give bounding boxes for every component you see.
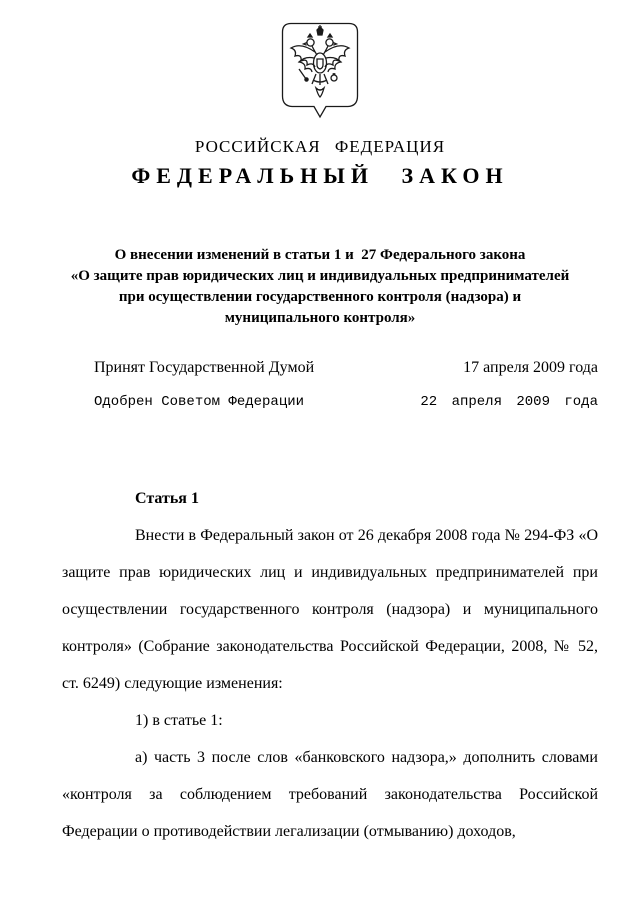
country-heading: РОССИЙСКАЯ ФЕДЕРАЦИЯ (194, 137, 446, 156)
law-title-line: «О защите прав юридических лиц и индивидуальных предпринимателей (70, 268, 570, 284)
law-title-line: при осуществлении государственного контроля (надзора) и (118, 289, 522, 305)
russia-coat-of-arms-icon (281, 22, 359, 119)
article-1-heading: Статья 1 (135, 490, 199, 507)
paragraph-amendment-intro: Внести в Федеральный закон от 26 декабря 2008 года № 294-ФЗ «О защите прав юридических лиц и индивидуальных предпринимателей при осуществлении государственного контроля (надзора) и муниципального контроля» (Собрание законодательства Российской Федерации, 2008, № 52, ст. 6249) следующие изменения: (62, 527, 598, 692)
adoption-row-duma (62, 359, 598, 381)
law-body (62, 480, 598, 850)
law-title-line: муниципального контроля» (224, 310, 416, 326)
document-type-heading: ФЕДЕРАЛЬНЫЙ ЗАКОН (131, 163, 509, 188)
council-approval-label: Одобрен Советом Федерации (94, 394, 305, 410)
paragraph-item-1a: а) часть 3 после слов «банковского надзора,» дополнить словами «контроля за соблюдением требований законодательства Российской Федерации о противодействии легализации (отмыванию) доходов, (62, 749, 598, 840)
law-title (0, 245, 640, 329)
duma-adoption-date: 17 апреля 2009 года (463, 359, 598, 376)
law-title-line: О внесении изменений в статьи 1 и 27 Федерального закона (114, 247, 526, 263)
duma-adoption-label: Принят Государственной Думой (94, 359, 315, 376)
council-approval-date: 22 апреля 2009 года (420, 394, 598, 410)
adoption-block (62, 359, 598, 416)
emblem-container (0, 0, 640, 119)
paragraph-item-1: 1) в статье 1: (135, 712, 223, 729)
adoption-row-council (62, 394, 598, 416)
